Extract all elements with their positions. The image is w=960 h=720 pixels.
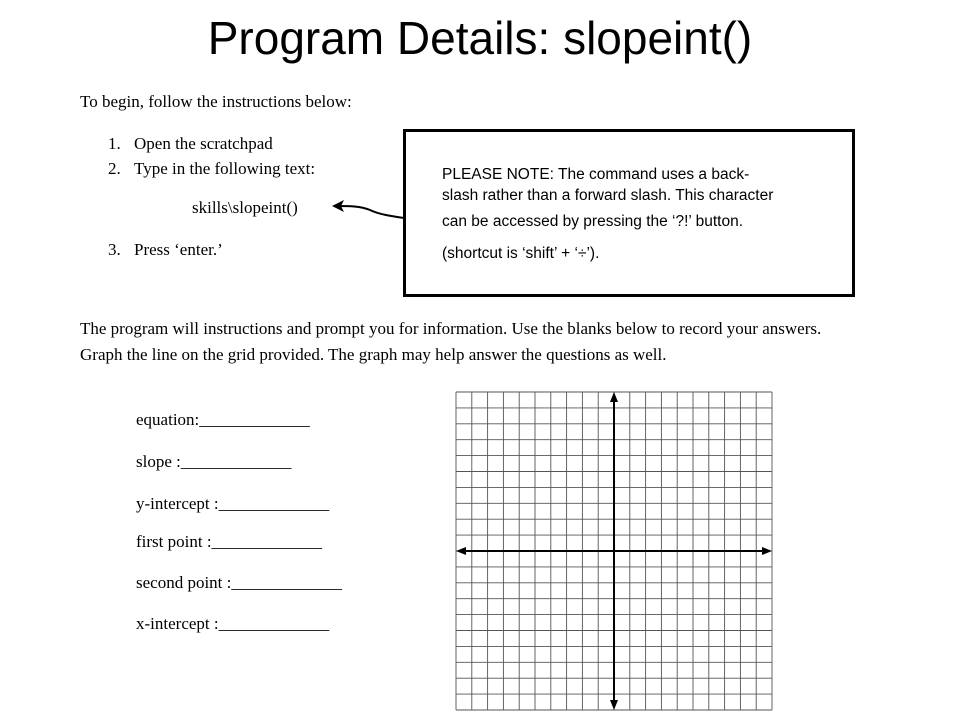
callout-arrow bbox=[330, 196, 410, 226]
second-point-blank: second point :_____________ bbox=[136, 573, 342, 592]
y-intercept-blank: y-intercept :_____________ bbox=[136, 494, 330, 513]
note-line: (shortcut is ‘shift’ + ‘÷’). bbox=[442, 245, 600, 262]
slide-title: Program Details: slopeint() bbox=[207, 12, 753, 64]
slope-blank: slope :_____________ bbox=[136, 452, 292, 471]
step-1 bbox=[108, 134, 273, 154]
step-text: Press ‘enter.’ bbox=[134, 240, 223, 259]
y-axis-arrow-top bbox=[610, 392, 618, 402]
step-number: 1. bbox=[108, 134, 121, 153]
step-2 bbox=[108, 159, 315, 179]
step-number: 3. bbox=[108, 240, 121, 259]
step-text: Type in the following text: bbox=[134, 159, 316, 178]
step-text: Open the scratchpad bbox=[134, 134, 273, 153]
first-point-blank: first point :_____________ bbox=[136, 532, 323, 551]
instructions-paragraph: The program will instructions and prompt you for information. Use the blanks below to record your answers. Graph the line on the grid provided. The graph may help answer the questions as well. bbox=[80, 319, 822, 364]
coordinate-grid bbox=[448, 386, 778, 716]
note-line: can be accessed by pressing the ‘?!’ button. bbox=[442, 213, 744, 230]
x-axis-arrow-left bbox=[456, 547, 466, 555]
note-line: PLEASE NOTE: The command uses a back- bbox=[442, 166, 750, 183]
command-text: skills\slopeint() bbox=[192, 198, 298, 217]
step-3 bbox=[108, 240, 223, 260]
note-box bbox=[403, 129, 855, 297]
x-intercept-blank: x-intercept :_____________ bbox=[136, 614, 330, 633]
step-number: 2. bbox=[108, 159, 121, 178]
x-axis-arrow-right bbox=[762, 547, 772, 555]
equation-blank: equation:_____________ bbox=[136, 410, 310, 429]
note-line: slash rather than a forward slash. This character bbox=[442, 187, 774, 204]
instructions-intro: To begin, follow the instructions below: bbox=[80, 92, 352, 111]
y-axis-arrow-bottom bbox=[610, 700, 618, 710]
